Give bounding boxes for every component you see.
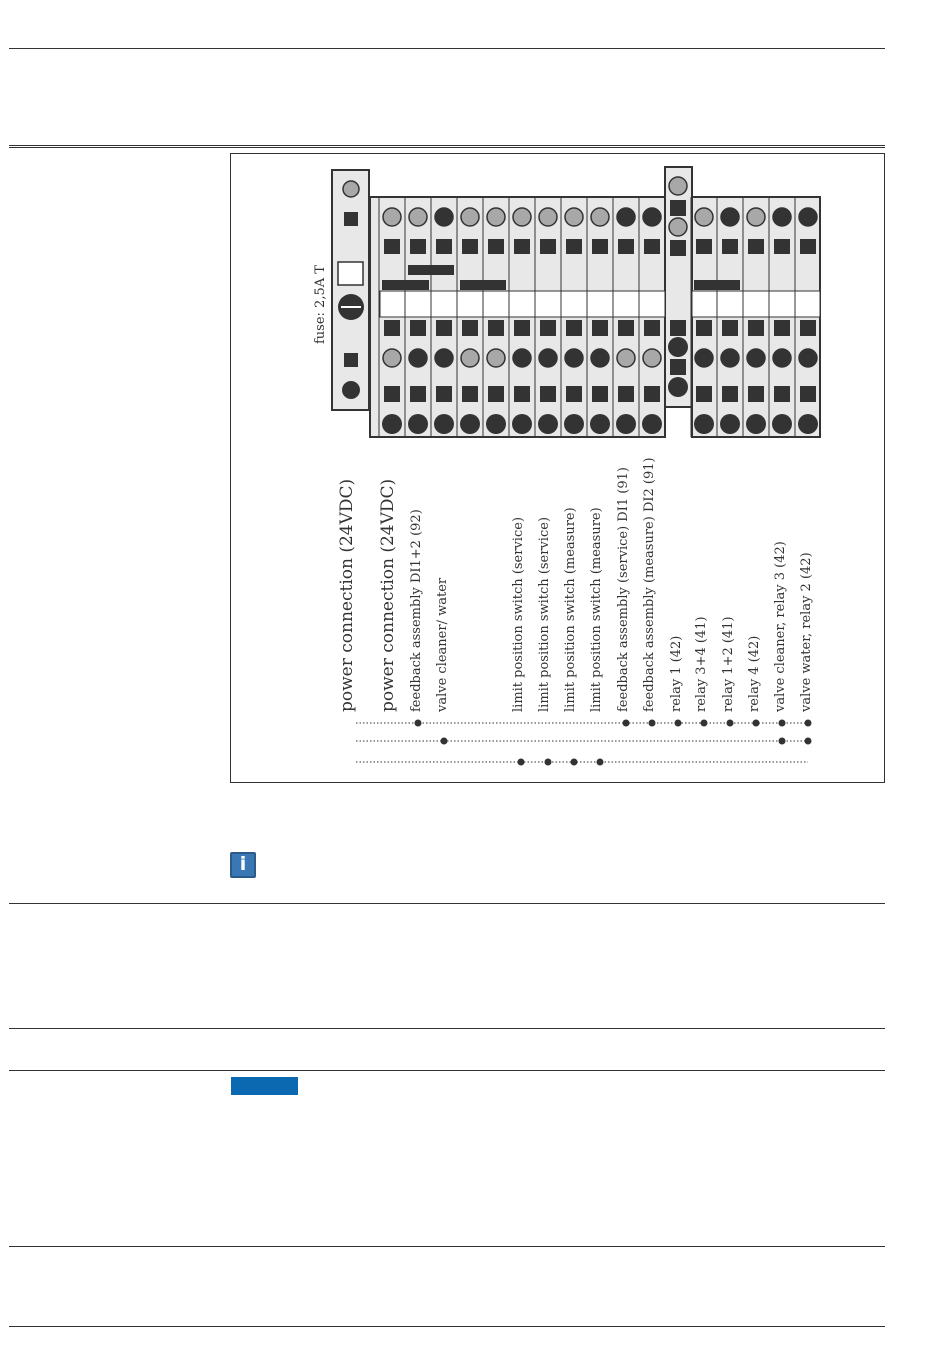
terminal-screw-bottom — [408, 414, 428, 434]
terminal-screw-top — [461, 208, 479, 226]
terminal-contact-top — [462, 239, 478, 254]
terminal-contact — [696, 320, 712, 336]
terminal-contact-top — [774, 239, 790, 254]
terminal-contact-bottom — [488, 386, 504, 402]
terminal-screw-mid — [591, 349, 609, 367]
terminal-screw-mid — [539, 349, 557, 367]
terminal-screw-top — [773, 208, 791, 226]
terminal-contact — [540, 320, 556, 336]
terminal-contact — [618, 320, 634, 336]
terminal-screw-top — [513, 208, 531, 226]
terminal-screw-mid — [799, 349, 817, 367]
terminal-label: relay 1 (42) — [669, 635, 684, 712]
terminal-contact-bottom — [748, 386, 764, 402]
terminal-screw-top — [643, 208, 661, 226]
bus-dot — [779, 738, 786, 745]
middle-screw — [669, 177, 687, 195]
terminal-contact — [748, 320, 764, 336]
terminal-screw-bottom — [798, 414, 818, 434]
jumper-bar — [408, 265, 454, 275]
terminal-screw-top — [747, 208, 765, 226]
terminal-label: power connection (24VDC) — [378, 478, 398, 712]
terminal-label: valve water, relay 2 (42) — [799, 552, 814, 712]
fuse-screw — [343, 181, 359, 197]
terminal-label: relay 1+2 (41) — [721, 616, 736, 712]
terminal-contact-top — [722, 239, 738, 254]
fuse-holder — [332, 170, 369, 410]
middle-contact — [670, 359, 686, 375]
terminal-wiring-diagram — [230, 153, 885, 783]
jumper-bar — [382, 280, 429, 290]
terminal-screw-bottom — [590, 414, 610, 434]
terminal-contact-bottom — [696, 386, 712, 402]
terminal-contact — [514, 320, 530, 336]
bus-dot — [753, 720, 760, 727]
terminal-screw-top — [591, 208, 609, 226]
terminal-contact-top — [436, 239, 452, 254]
terminal-screw-mid — [435, 349, 453, 367]
terminal-screw-bottom — [512, 414, 532, 434]
terminal-contact-bottom — [384, 386, 400, 402]
bus-dot — [675, 720, 682, 727]
terminal-contact-bottom — [514, 386, 530, 402]
footer-rule — [9, 1326, 885, 1327]
terminal-screw-mid — [487, 349, 505, 367]
terminal-screw-top — [565, 208, 583, 226]
bus-dot — [597, 759, 604, 766]
terminal-contact-bottom — [800, 386, 816, 402]
jumper-bar — [694, 280, 740, 290]
terminal-contact — [800, 320, 816, 336]
terminal-contact-top — [592, 239, 608, 254]
terminal-screw-top — [383, 208, 401, 226]
terminal-label: relay 4 (42) — [747, 635, 762, 712]
section-rule — [9, 1246, 885, 1247]
terminal-contact — [384, 320, 400, 336]
terminal-contact-top — [696, 239, 712, 254]
terminal-screw-mid — [773, 349, 791, 367]
marker-band — [380, 291, 665, 317]
bus-dot — [415, 720, 422, 727]
terminal-screw-top — [617, 208, 635, 226]
terminal-screw-bottom — [746, 414, 766, 434]
terminal-contact-bottom — [410, 386, 426, 402]
bus-dot — [805, 720, 812, 727]
bus-dot — [441, 738, 448, 745]
bus-dot — [701, 720, 708, 727]
terminal-contact-top — [410, 239, 426, 254]
terminal-screw-bottom — [564, 414, 584, 434]
terminal-contact-bottom — [462, 386, 478, 402]
middle-contact — [670, 320, 686, 336]
section-rule — [9, 1070, 885, 1071]
terminal-screw-top — [539, 208, 557, 226]
terminal-screw-bottom — [642, 414, 662, 434]
terminal-contact — [410, 320, 426, 336]
section-rule — [9, 1028, 885, 1029]
fuse-screw — [342, 381, 360, 399]
info-icon: i — [230, 852, 256, 878]
terminal-contact-bottom — [618, 386, 634, 402]
terminal-label: limit position switch (measure) — [563, 507, 578, 712]
terminal-label: valve cleaner, relay 3 (42) — [773, 541, 788, 712]
terminal-screw-bottom — [538, 414, 558, 434]
terminal-contact-bottom — [774, 386, 790, 402]
bus-dot — [805, 738, 812, 745]
terminal-screw-bottom — [616, 414, 636, 434]
terminal-label: feedback assembly DI1+2 (92) — [409, 509, 424, 712]
terminal-contact — [566, 320, 582, 336]
terminal-screw-mid — [409, 349, 427, 367]
terminal-screw-top — [409, 208, 427, 226]
terminal-label: relay 3+4 (41) — [694, 616, 709, 712]
terminal-label: valve cleaner/ water — [435, 577, 450, 712]
section-rule — [9, 145, 885, 148]
terminal-screw-mid — [461, 349, 479, 367]
fuse-window — [338, 262, 363, 285]
bus-dot — [649, 720, 656, 727]
header-rule — [9, 48, 885, 49]
fuse-label: fuse: 2,5A T — [313, 265, 328, 344]
bus-dot — [779, 720, 786, 727]
terminal-contact-bottom — [566, 386, 582, 402]
terminal-label: limit position switch (measure) — [589, 507, 604, 712]
terminal-screw-bottom — [486, 414, 506, 434]
terminal-contact-top — [384, 239, 400, 254]
terminal-contact-bottom — [644, 386, 660, 402]
middle-screw — [668, 377, 688, 397]
terminal-contact-bottom — [592, 386, 608, 402]
terminal-screw-mid — [383, 349, 401, 367]
terminal-screw-top — [487, 208, 505, 226]
notice-bar — [231, 1077, 298, 1095]
terminal-contact-top — [514, 239, 530, 254]
terminal-screw-mid — [565, 349, 583, 367]
terminal-screw-bottom — [460, 414, 480, 434]
terminal-screw-top — [695, 208, 713, 226]
terminal-screw-bottom — [720, 414, 740, 434]
terminal-screw-bottom — [694, 414, 714, 434]
terminal-screw-bottom — [382, 414, 402, 434]
bus-dot — [623, 720, 630, 727]
terminal-screw-mid — [747, 349, 765, 367]
terminal-contact-bottom — [436, 386, 452, 402]
marker-band — [692, 291, 820, 317]
terminal-contact-top — [644, 239, 660, 254]
bus-dot — [571, 759, 578, 766]
terminal-screw-mid — [617, 349, 635, 367]
fuse-contact — [344, 353, 358, 367]
middle-contact — [670, 200, 686, 216]
bus-dot — [727, 720, 734, 727]
jumper-bar — [460, 280, 506, 290]
terminal-screw-mid — [695, 349, 713, 367]
terminal-label: limit position switch (service) — [537, 516, 552, 712]
terminal-contact-top — [618, 239, 634, 254]
terminal-contact-top — [488, 239, 504, 254]
terminal-label: power connection (24VDC) — [337, 478, 357, 712]
terminal-label: limit position switch (service) — [511, 516, 526, 712]
terminal-screw-top — [799, 208, 817, 226]
terminal-block-svg — [231, 154, 884, 782]
terminal-contact-bottom — [540, 386, 556, 402]
middle-screw — [668, 337, 688, 357]
terminal-screw-top — [721, 208, 739, 226]
terminal-contact — [722, 320, 738, 336]
terminal-contact — [436, 320, 452, 336]
section-rule — [9, 903, 885, 904]
terminal-contact — [488, 320, 504, 336]
terminal-screw-top — [435, 208, 453, 226]
terminal-contact-top — [566, 239, 582, 254]
terminal-screw-bottom — [772, 414, 792, 434]
terminal-label: feedback assembly (service) DI1 (91) — [616, 467, 631, 712]
terminal-screw-mid — [513, 349, 531, 367]
terminal-contact-top — [748, 239, 764, 254]
terminal-contact-bottom — [722, 386, 738, 402]
terminal-contact — [462, 320, 478, 336]
fuse-contact — [344, 212, 358, 226]
terminal-screw-bottom — [434, 414, 454, 434]
terminal-contact-top — [800, 239, 816, 254]
terminal-screw-mid — [643, 349, 661, 367]
middle-contact — [670, 240, 686, 256]
terminal-contact — [592, 320, 608, 336]
terminal-contact — [644, 320, 660, 336]
terminal-label: feedback assembly (measure) DI2 (91) — [642, 457, 657, 712]
terminal-contact-top — [540, 239, 556, 254]
terminal-contact — [774, 320, 790, 336]
bus-dot — [518, 759, 525, 766]
bus-dot — [545, 759, 552, 766]
terminal-screw-mid — [721, 349, 739, 367]
middle-screw — [669, 218, 687, 236]
